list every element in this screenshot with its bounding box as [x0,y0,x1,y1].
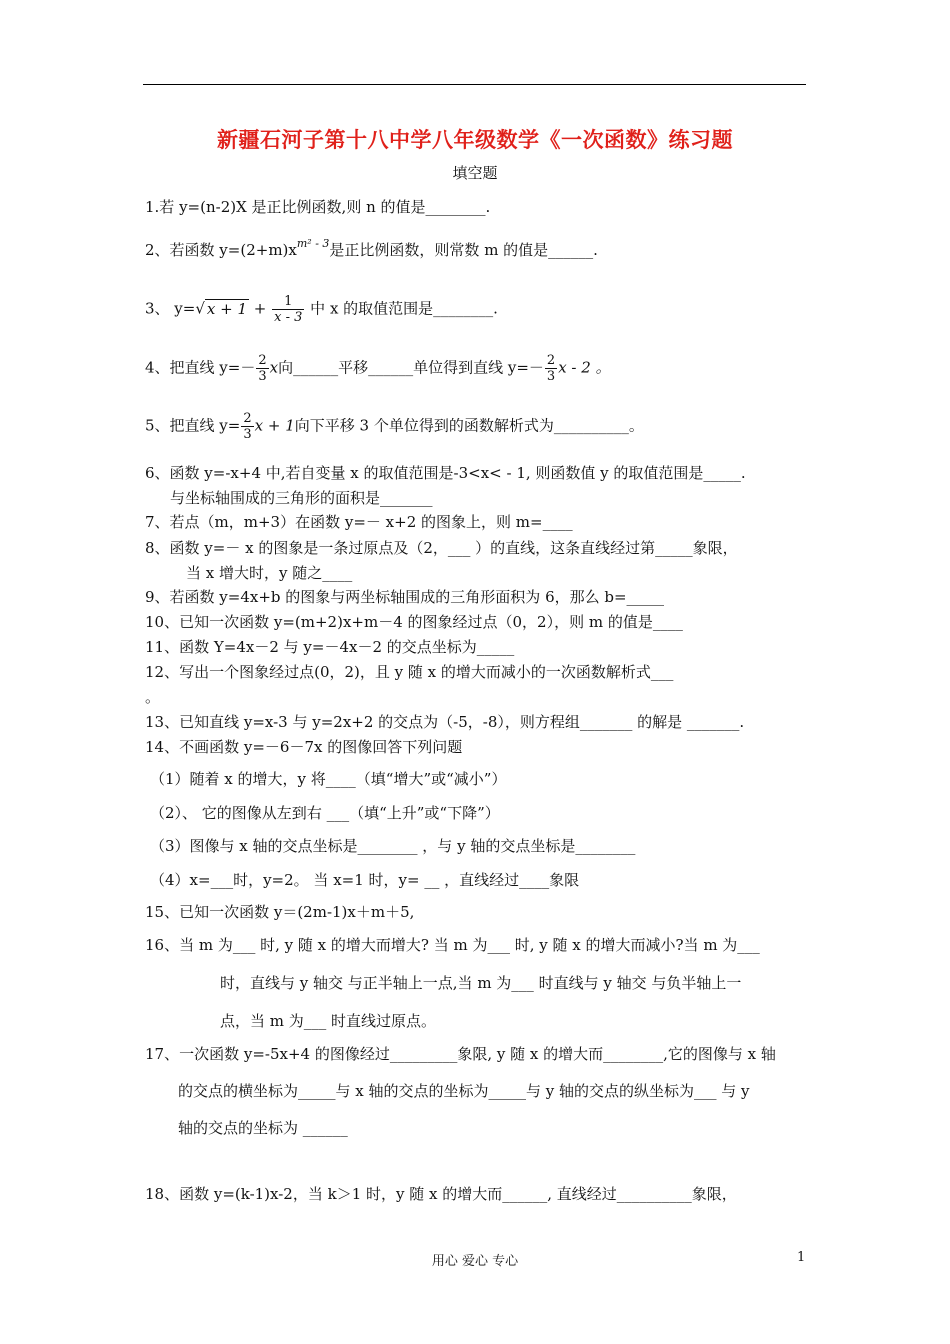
question-8-continued: 当 x 增大时，y 随之____ [186,564,353,582]
q4-text-b: 向______平移______单位得到直线 y=－ [278,358,544,377]
q5-num: 2 [243,411,252,426]
question-16-line-2: 时，直线与 y 轴交 与正半轴上一点,当 m 为___ 时直线与 y 轴交 与负半轴上一 [220,974,742,992]
question-13: 13、已知直线 y=x-3 与 y=2x+2 的交点为（-5，-8），则方程组_______ 的解是 _______. [145,713,745,731]
question-1: 1.若 y=(n-2)X 是正比例函数,则 n 的值是________. [145,198,491,216]
page-number: 1 [797,1250,806,1265]
question-10: 10、已知一次函数 y=(m+2)x+m－4 的图象经过点（0，2），则 m 的值是____ [145,613,683,631]
q5-den: 3 [243,427,252,442]
q3-plus: + [249,299,272,318]
q3-text-a: 3、 y= [145,299,196,318]
question-14-part-3: （3）图像与 x 轴的交点坐标是________ ，与 y 轴的交点坐标是________ [150,837,636,855]
question-16: 16、当 m 为___ 时, y 随 x 的增大而增大? 当 m 为___ 时, y 随 x 的增大而减小?当 m 为___ [145,936,760,954]
question-11: 11、函数 Y=4x－2 与 y=－4x－2 的交点坐标为_____ [145,638,515,656]
q4-fraction-2 [545,353,557,384]
question-14-part-2: （2）、 它的图像从左到右 ___（填“上升”或“下降”） [150,804,500,822]
q2-text-b: 是正比例函数，则常数 m 的值是______. [329,241,598,259]
q4-fraction-1 [256,353,268,384]
question-14: 14、不画函数 y=－6－7x 的图像回答下列问题 [145,738,463,756]
q2-text-a: 2、若函数 y=(2+m)x [145,241,297,259]
q4-num-2: 2 [546,353,556,368]
question-16-line-3: 点，当 m 为___ 时直线过原点。 [220,1012,437,1030]
question-12-continued: 。 [145,688,161,706]
question-17-line-3: 轴的交点的坐标为 ______ [178,1119,348,1137]
header-rule [143,84,806,85]
question-12: 12、写出一个图象经过点(0，2)，且 y 随 x 的增大而减小的一次函数解析式___ [145,663,674,681]
q5-text-c: 向下平移 3 个单位得到的函数解析式为__________。 [294,416,644,435]
question-5 [145,411,644,442]
q4-num-1: 2 [258,353,267,368]
question-17-line-2: 的交点的横坐标为_____与 x 轴的交点的坐标为_____与 y 轴的交点的纵坐标为___ 与 y [178,1082,750,1100]
question-4 [145,353,611,384]
q3-radicand: x + 1 [206,299,248,318]
question-7: 7、若点（m，m+3）在函数 y=－ x+2 的图象上，则 m=____ [145,513,573,531]
q3-denominator: x - 3 [274,310,303,325]
q3-numerator: 1 [272,294,304,310]
question-3: 3、 y=√ x + 1 + $\frac{1}{x - 3}$ 中 x 的取值范围是________. [145,294,498,325]
q5-fraction [241,411,253,442]
question-15: 15、已知一次函数 y＝(2m-1)x＋m＋5, [145,903,415,921]
question-6-continued: 与坐标轴围成的三角形的面积是_______ [170,489,433,507]
question-18: 18、函数 y=(k-1)x-2，当 k＞1 时，y 随 x 的增大而______, 直线经过__________象限， [145,1185,737,1203]
q4-den-1: 3 [258,369,267,384]
section-heading: 填空题 [452,164,498,182]
q4-var: x [269,358,279,377]
page-footer: 用心 爱心 专心 [431,1254,519,1269]
q2-exponent: m² - 3 [296,237,330,250]
q3-fraction [272,294,304,325]
question-8: 8、函数 y=－ x 的图象是一条过原点及（2，___ ）的直线，这条直线经过第_____象限， [145,539,738,557]
question-9: 9、若函数 y=4x+b 的图象与两坐标轴围成的三角形面积为 6，那么 b=_____ [145,588,665,606]
q5-text-a: 5、把直线 y= [145,416,241,435]
question-6: 6、函数 y=-x+4 中,若自变量 x 的取值范围是-3<x< - 1, 则函数值 y 的取值范围是_____. [145,464,746,482]
question-17: 17、一次函数 y=-5x+4 的图像经过_________象限, y 随 x 的增大而________,它的图像与 x 轴 [145,1045,776,1063]
question-14-part-1: （1）随着 x 的增大，y 将____（填“增大”或“减小”） [150,770,507,788]
question-14-part-4: （4）x=___时，y=2。 当 x=1 时，y= __ ，直线经过____象限 [150,871,580,889]
q5-expr: x + 1 [254,416,295,435]
document-title: 新疆石河子第十八中学八年级数学《一次函数》练习题 [217,127,733,152]
question-2 [145,234,598,260]
q4-text-a: 4、把直线 y=－ [145,358,256,377]
q4-text-c: x - 2 。 [558,358,611,377]
q4-den-2: 3 [546,369,556,384]
q3-text-b: 中 x 的取值范围是________. [305,299,498,318]
